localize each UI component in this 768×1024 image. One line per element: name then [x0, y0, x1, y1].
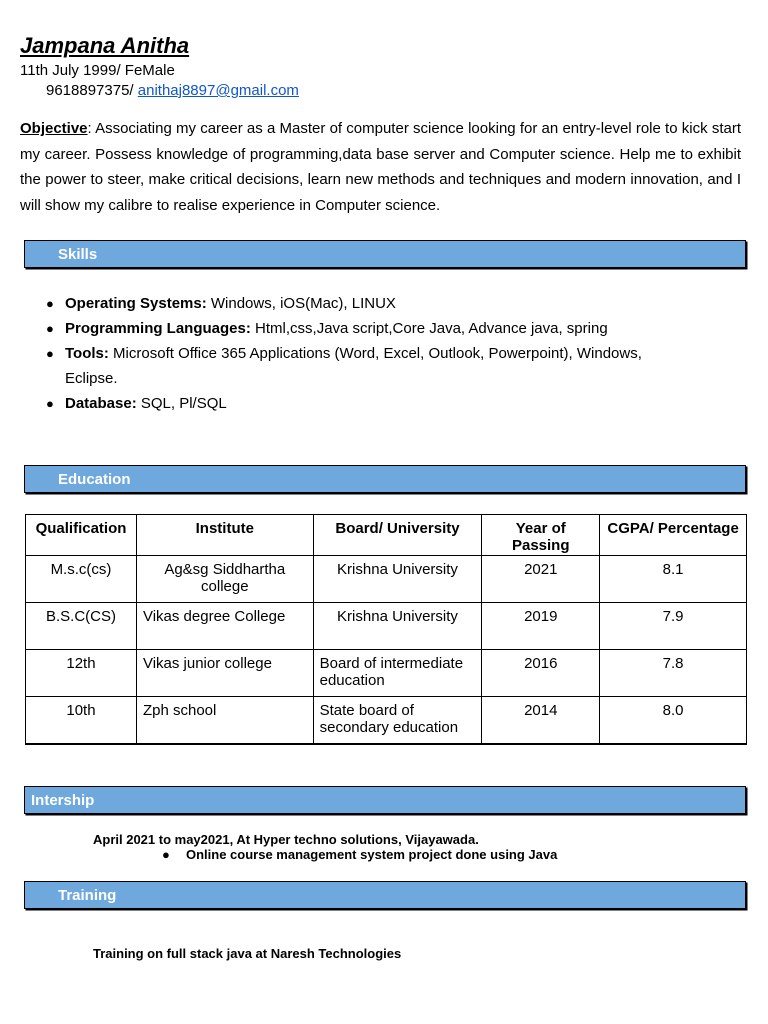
column-header: Year of Passing — [482, 515, 600, 556]
table-cell: 2019 — [482, 603, 600, 650]
column-header: CGPA/ Percentage — [600, 515, 747, 556]
column-header: Board/ University — [313, 515, 482, 556]
skill-label: Programming Languages: — [65, 320, 251, 337]
bullet-icon: ● — [46, 296, 54, 311]
table-cell: Zph school — [136, 697, 313, 744]
table-cell: 7.8 — [600, 650, 747, 697]
objective-paragraph — [20, 116, 741, 218]
internship-project: Online course management system project done using Java — [186, 847, 558, 862]
table-cell: 2016 — [482, 650, 600, 697]
training-detail: Training on full stack java at Naresh Technologies — [93, 946, 402, 961]
education-table — [25, 514, 747, 745]
list-item — [46, 391, 686, 416]
table-row — [26, 697, 747, 744]
candidate-name: Jampana Anitha — [20, 33, 190, 58]
list-item — [46, 341, 686, 391]
table-cell: State board of secondary education — [313, 697, 482, 744]
table-cell: Krishna University — [313, 603, 482, 650]
objective-text: : Associating my career as a Master of computer science looking for an entry-level role to kick start my career. Possess knowledge of programming,data base server and Computer science. Help me to exhibit the power to steer, make critical decisions, learn new methods and techniques and modern innovation, and I will show my calibre to realise experience in Computer science. — [20, 120, 741, 214]
table-cell: 8.1 — [600, 556, 747, 603]
table-row — [26, 603, 747, 650]
table-cell: Krishna University — [313, 556, 482, 603]
skills-list — [46, 291, 686, 416]
internship-period: April 2021 to may2021, At Hyper techno solutions, Vijayawada. — [93, 832, 479, 847]
skill-value: Html,css,Java script,Core Java, Advance java, spring — [250, 320, 608, 337]
list-item — [162, 847, 557, 862]
dob-gender: 11th July 1999/ FeMale — [20, 62, 175, 79]
table-cell: M.s.c(cs) — [26, 556, 137, 603]
table-cell: 7.9 — [600, 603, 747, 650]
table-cell: B.S.C(CS) — [26, 603, 137, 650]
internship-section-header: Intership — [24, 786, 746, 814]
education-section-header: Education — [24, 465, 746, 493]
bullet-icon: ● — [162, 847, 170, 862]
phone-number: 9618897375/ — [46, 82, 134, 99]
column-header: Institute — [136, 515, 313, 556]
table-cell: 2021 — [482, 556, 600, 603]
list-item — [46, 291, 686, 316]
skill-value: Microsoft Office 365 Applications (Word, Excel, Outlook, Powerpoint), Windows, Eclipse. — [65, 345, 642, 387]
table-cell: Vikas degree College — [136, 603, 313, 650]
skill-label: Operating Systems: — [65, 295, 207, 312]
list-item — [46, 316, 686, 341]
contact-line — [46, 82, 299, 99]
email-link[interactable]: anithaj8897@gmail.com — [137, 82, 299, 99]
skill-label: Tools: — [65, 345, 109, 362]
skill-value: Windows, iOS(Mac), LINUX — [206, 295, 396, 312]
training-section-header: Training — [24, 881, 746, 909]
table-cell: Vikas junior college — [136, 650, 313, 697]
table-cell: 2014 — [482, 697, 600, 744]
objective-label: Objective — [20, 120, 88, 137]
bullet-icon: ● — [46, 321, 54, 336]
skills-section-header: Skills — [24, 240, 746, 268]
table-header-row — [26, 515, 747, 556]
table-cell: Board of intermediate education — [313, 650, 482, 697]
table-cell: 10th — [26, 697, 137, 744]
bullet-icon: ● — [46, 396, 54, 411]
skill-value: SQL, Pl/SQL — [136, 395, 227, 412]
column-header: Qualification — [26, 515, 137, 556]
bullet-icon: ● — [46, 346, 54, 361]
table-row — [26, 556, 747, 603]
table-cell: 12th — [26, 650, 137, 697]
table-cell: 8.0 — [600, 697, 747, 744]
table-row — [26, 650, 747, 697]
table-cell: Ag&sg Siddhartha college — [136, 556, 313, 603]
skill-label: Database: — [65, 395, 137, 412]
